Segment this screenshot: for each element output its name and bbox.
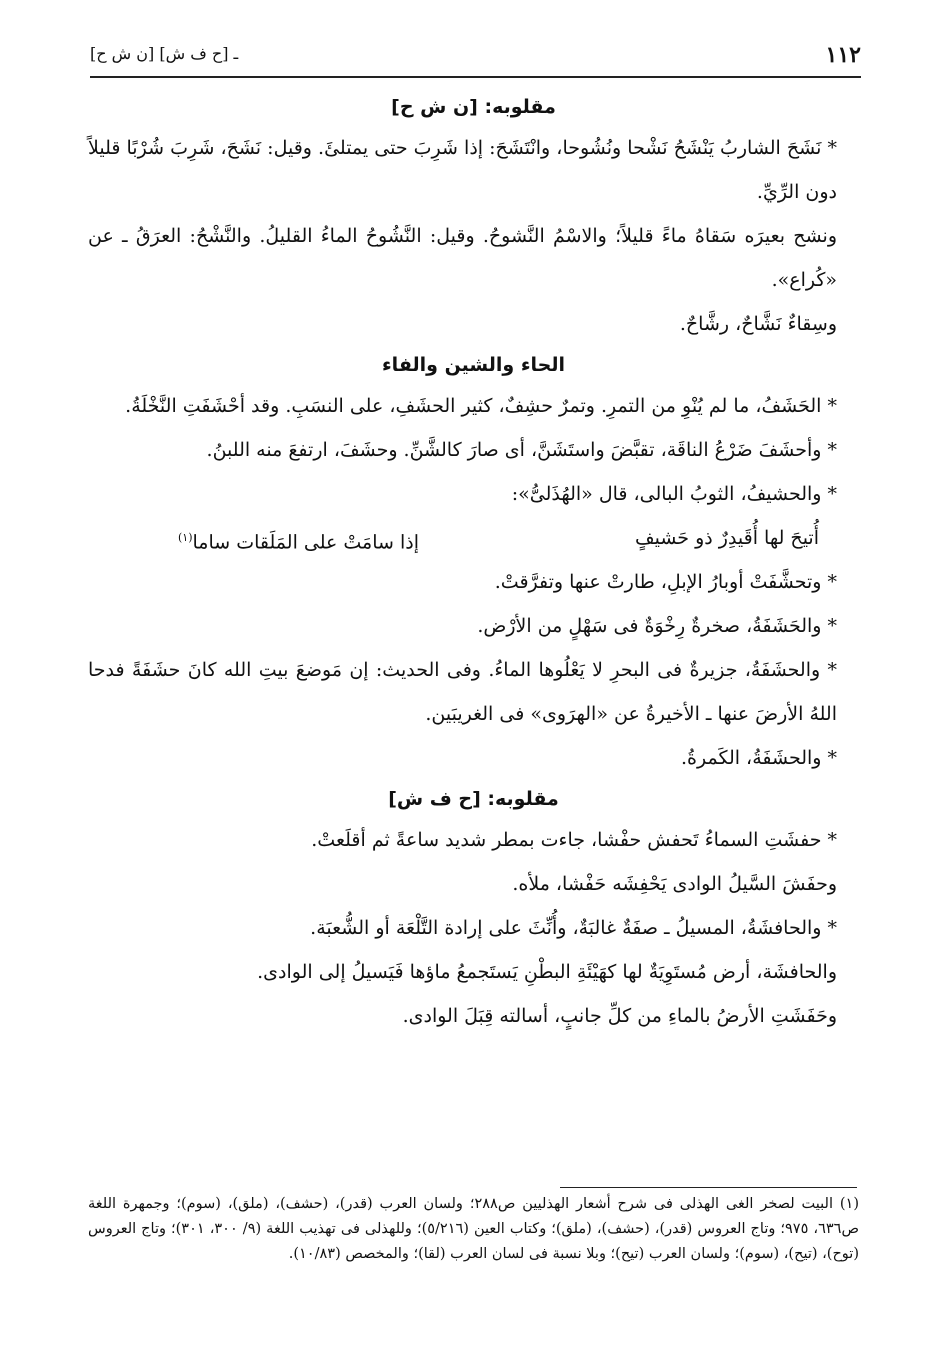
footnote: (١) البيت لصخر الغى الهذلى فى شرح أشعار الهذليين ص٢٨٨؛ ولسان العرب (قدر)، (حشف)، (ملق)، (سوم)؛ وجمهرة اللغة ص٦٣٦، ٩٧٥؛ وتاج العروس (قدر)، (حشف)، (ملق)؛ وكتاب العين (٥/٢١٦)؛ وللهذلى فى تهذيب اللغة (٩/ ٣٠٠، ٣٠١)؛ وتاج العروس (توح)، (تيح)، (سوم)؛ ولسان العرب (تيح)؛ وبلا نسبة فى لسان العرب (لقا)؛ والمخصص (١٠/٨٣). [88,1196,859,1262]
paragraph: ونشح بعيرَه سَقاهُ ماءً قليلاً؛ والاسْمُ النَّشوحُ. وقيل: النَّشُوحُ الماءُ القليلُ. والنَّشْحُ: العرَقُ ـ عن «كُراع». [88,225,837,291]
footnote-rule [560,1187,857,1188]
paragraph: * والحشيفُ، الثوبُ البالى، قال «الهُذَلىُّ»: [511,483,837,505]
main-text [88,88,859,1038]
verse-second-hemistich-text: إذا سامَتْ على المَلَقات ساما [192,531,420,554]
paragraph: وحَفَشَتِ الأرضُ بالماءِ من كلِّ جانبٍ، أسالته قِبَلَ الوادى. [402,1005,837,1027]
paragraph: * والحشَفَةُ، جزيرةٌ فى البحرِ لا يَعْلُوها الماءُ. وفى الحديث: إن مَوضعَ بيتِ الله كانَ حشَفَةً فدحا اللهُ الأرضَ عنها ـ الأخيرةُ عن «الهرَوى» فى الغريبَين. [88,659,837,725]
paragraph: * وتحشَّفَتْ أوبارُ الإبلِ، طارتْ عنها وتفرَّقتْ. [494,571,837,593]
paragraph: وسِقاءٌ نَشَّاحٌ، رشَّاحٌ. [679,313,837,335]
verse-first-hemistich: أُتيحَ لها أُقَيدِرٌ ذو حَشيفٍ [634,527,819,549]
section-heading: مقلوبه: [ن ش ح] [391,96,556,118]
paragraph: والحافشَة، أرض مُستَوِيَةٌ لها كهَيْئَةِ البطْنِ يَستَجمعُ ماؤها فَيَسيلُ إلى الوادى. [257,961,837,983]
poetry-verse [88,516,859,560]
paragraph: * نَشَحَ الشاربُ يَنْشَحُ نَشْحا ونُشُوحا، وانْتَشَحَ: إذا شَرِبَ حتى يمتلئَ. وقيل: نَشَحَ، شَرِبَ شُرْبًا قليلاً دون الرِّيِّ. [88,137,837,203]
running-header [90,38,861,72]
paragraph: * وأحشَفَ ضَرْعُ الناقَة، تقبَّضَ واستَشَنَّ، أى صارَ كالشَّنِّ. وحشَفَ، ارتفعَ منه اللبنُ. [206,439,837,461]
footnote-marker: (١) [178,531,193,544]
section-heading: مقلوبه: [ح ف ش] [388,788,559,810]
verse-second-hemistich [178,516,419,560]
paragraph: * والحافشَةُ، المسيلُ ـ صفَةٌ غالبَةٌ، وأُنِّثَ على إرادة التَّلْعَة أو الشُّعبَة. [310,917,837,939]
paragraph: * حفشَتِ السماءُ تَحفش حفْشا، جاءت بمطر شديد ساعةً ثم أقلَعتْ. [311,829,837,851]
header-rule [90,76,861,78]
page-number: ١١٢ [825,42,861,68]
paragraph: وحفَشَ السَّيلُ الوادى يَحْفِشَه حَفْشا، ملأه. [512,873,837,895]
paragraph: * والحَشَفَةُ، صخرةٌ رِخْوَةٌ فى سَهْلٍ من الأرْض. [477,615,837,637]
section-reference: [ن ش ح] ـ [ح ف ش] [90,44,239,63]
paragraph: * الحَشَفُ، ما لم يُنْوِ من التمرِ. وتمرٌ حشِفٌ، كثير الحشَفِ، على النسَبِ. وقد أحْشَفَتِ النَّخْلَةُ. [125,395,837,417]
paragraph: * والحشَفَةُ، الكَمرةُ. [681,747,837,769]
section-heading: الحاء والشين والفاء [381,354,566,376]
